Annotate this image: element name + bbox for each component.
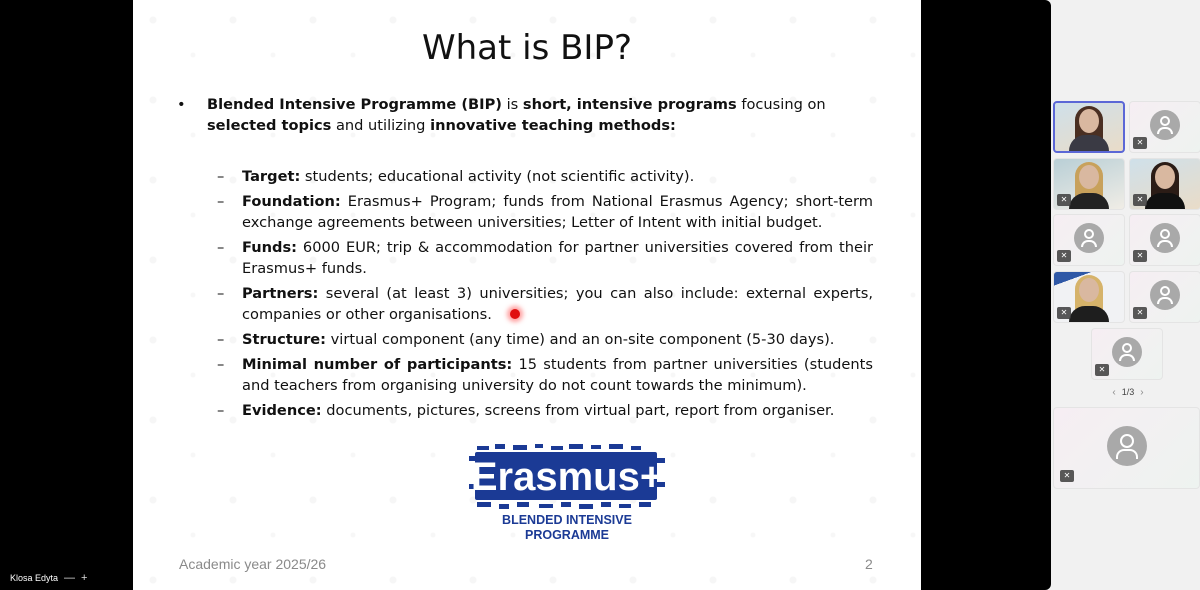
logo-caption: BLENDED INTENSIVE PROGRAMME [502,513,632,542]
presenter-label [10,572,87,584]
participant-tile[interactable] [1053,158,1125,210]
intro-paragraph [177,94,873,136]
slide-title: What is BIP? [421,28,632,68]
bullet-dot: • [177,96,186,113]
intro-text-2: focusing on [736,96,826,113]
list-item: – Structure: virtual component (any time) and an on-site component (5-30 days). [217,331,835,348]
list-item: – Foundation: Erasmus+ Program; funds from National Erasmus Agency; short-term exchange agreements between universities; Letter of Intent with initial budget. [217,193,873,231]
chevron-left-icon[interactable]: ‹ [1112,387,1116,398]
intro-bold-3: selected topics [207,117,332,134]
mic-off-icon: ✕ [1057,250,1071,262]
svg-text:Erasmus+: Erasmus+ [470,455,664,499]
mic-off-icon: ✕ [1133,137,1147,149]
avatar-icon [1150,110,1180,140]
list-item: – Minimal number of participants: 15 students from partner universities (students and teachers from organising university do not count towards the minimum). [217,356,873,394]
presentation-slide [133,0,921,590]
mic-off-icon: ✕ [1057,307,1071,319]
list-item: – Evidence: documents, pictures, screens from virtual part, report from organiser. [217,402,835,419]
participant-tile[interactable] [1091,328,1163,380]
intro-bold-1: Blended Intensive Programme (BIP) [207,96,502,113]
mic-off-icon: ✕ [1057,194,1071,206]
presenter-name: Klosa Edyta [10,573,59,583]
list-item: – Target: students; educational activity (not scientific activity). [217,168,695,185]
intro-text-1: is [501,96,523,113]
erasmus-plus-logo [469,444,665,510]
slide-page-number: 2 [865,556,873,572]
mic-off-icon: ✕ [1133,250,1147,262]
participant-tile[interactable] [1053,271,1125,323]
participant-tile[interactable] [1129,271,1200,323]
participant-tile[interactable] [1129,158,1200,210]
bip-details-list [217,166,873,425]
participant-tile-large[interactable] [1053,407,1200,489]
participant-tile[interactable] [1053,101,1125,153]
zoom-out-button[interactable]: — [64,572,76,584]
list-item: – Partners: several (at least 3) universities; you can also include: external experts, companies or other organisations. [217,285,873,323]
intro-bold-4: innovative teaching methods: [430,117,676,134]
participant-tile[interactable] [1129,214,1200,266]
slide-footer: Academic year 2025/26 [179,556,327,572]
list-item: – Funds: 6000 EUR; trip & accommodation for partner universities covered from their Erasmus+ funds. [217,239,873,277]
mic-off-icon: ✕ [1060,470,1074,482]
participants-pager [1100,387,1156,398]
avatar-icon [1107,426,1147,466]
intro-bold-2: short, intensive programs [522,96,737,113]
mic-off-icon: ✕ [1133,307,1147,319]
avatar-icon [1150,223,1180,253]
avatar-icon [1074,223,1104,253]
participant-tile[interactable] [1053,214,1125,266]
intro-text-3: and utilizing [331,117,431,134]
laser-pointer [510,309,520,319]
avatar-icon [1112,337,1142,367]
mic-off-icon: ✕ [1133,194,1147,206]
chevron-right-icon[interactable]: › [1140,387,1144,398]
zoom-in-button[interactable]: + [81,572,88,584]
participant-tile[interactable] [1129,101,1200,153]
pager-label: 1/3 [1121,387,1135,397]
avatar-icon [1150,280,1180,310]
mic-off-icon: ✕ [1095,364,1109,376]
